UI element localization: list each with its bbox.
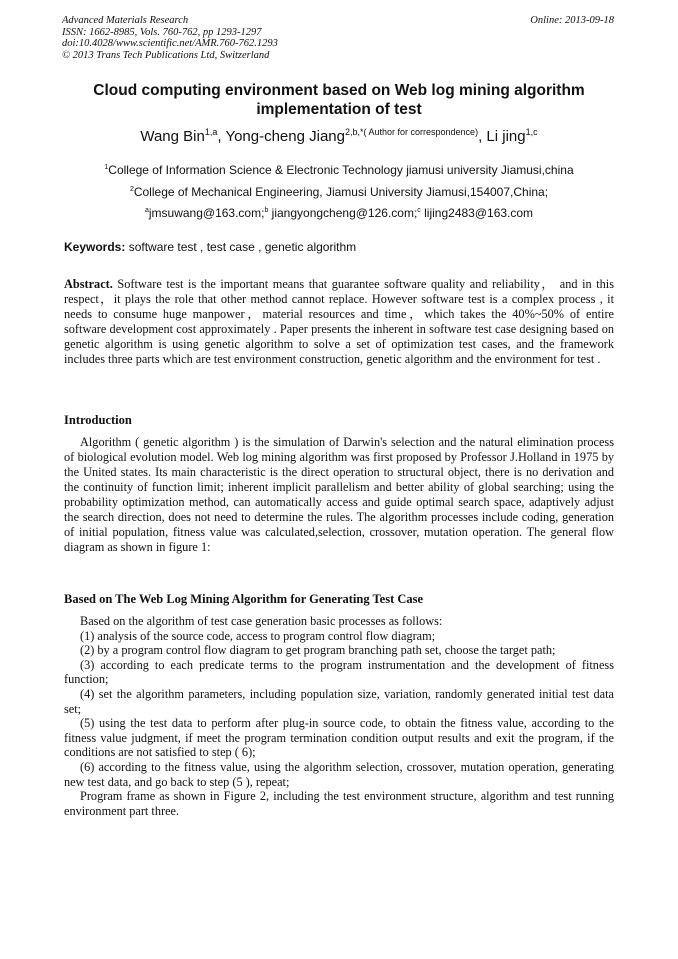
doi-line[interactable]: doi:10.4028/www.scientific.net/AMR.760-762.1293: [62, 38, 278, 49]
author-superscript: 1,c: [525, 127, 538, 137]
journal-name: Advanced Materials Research: [62, 15, 189, 26]
author-separator: ,: [217, 128, 226, 145]
affiliation-text: College of Information Science & Electronic Technology jiamusi university Jiamusi,china: [108, 163, 574, 177]
journal-header: [62, 15, 278, 61]
affiliation-1: [64, 163, 614, 177]
introduction-text: Algorithm ( genetic algorithm ) is the simulation of Darwin's selection and the natural elimination process of biological evolution model. Web log mining algorithm was first proposed by Professor J.Holland in 1975 by the United states. Its main characteristic is the direct operation to structural object, there is no derivation and the continuity of function limit; inherent implicit parallelism and better ability of global searching; using the probability optimization method, can automatically access and guide optimal search space, adaptively adjust the search direction, does not need to determine the rules. The algorithm processes include coding, generation of initial population, fitness value was calculated,selection, crossover, mutation operation. The general flow diagram as shown in figure 1:: [64, 435, 614, 554]
keywords-label: Keywords:: [64, 240, 126, 254]
step-1: (1) analysis of the source code, access to program control flow diagram;: [80, 628, 436, 643]
body-line: Program frame as shown in Figure 2, including the test environment structure, algorithm and test running environment part three.: [64, 789, 614, 818]
online-date: Online: 2013-09-18: [530, 15, 614, 26]
abstract-label: Abstract.: [64, 277, 113, 291]
email-address[interactable]: lijing2483@163.com: [420, 206, 534, 220]
email-address[interactable]: jiangyongcheng@126.com;: [268, 206, 418, 220]
step-2: (2) by a program control flow diagram to get program branching path set, choose the target path;: [80, 643, 556, 658]
affiliation-superscript: 2: [129, 186, 134, 193]
email-address[interactable]: jmsuwang@163.com;: [148, 206, 265, 220]
section2-body: [64, 614, 614, 818]
email-superscript: a: [144, 207, 149, 214]
abstract-text: Software test is the important means that guarantee software quality and reliability， and in this respect，it plays the role that other method cannot replace. However software test is a complex process , it needs to consume huge manpower，material resources and time，which takes the 40%~50% of entire software development cost approximately . Paper presents the inherent in software test case designing based on genetic algorithm is using genetic algorithm to solve a set of optimization test cases, and the framework includes three parts which are test environment construction, genetic algorithm and the environment for test .: [64, 277, 614, 366]
abstract: [64, 277, 614, 367]
affiliation-text: College of Mechanical Engineering, Jiamusi University Jiamusi,154007,China;: [133, 185, 549, 199]
paper-title: Cloud computing environment based on Web log mining algorithm implementation of test: [93, 82, 585, 118]
keywords-text: software test , test case , genetic algorithm: [125, 240, 357, 254]
author-line: [64, 127, 614, 145]
step-3: (3) according to each predicate terms to the program instrumentation and the development of fitness function;: [64, 657, 614, 687]
step-6: (6) according to the fitness value, using the algorithm selection, crossover, mutation operation, generating new test data, and go back to step (5 ), repeat;: [64, 759, 614, 789]
body-line: Based on the algorithm of test case generation basic processes as follows:: [80, 614, 443, 628]
author-superscript: 2,b,*( Author for correspondence): [344, 127, 479, 137]
author-name: Yong-cheng Jiang: [225, 128, 345, 145]
author-name: Li jing: [486, 128, 526, 145]
keywords: [64, 240, 356, 254]
affiliation-2: [64, 185, 614, 199]
author-separator: ,: [478, 128, 487, 145]
copyright-line: © 2013 Trans Tech Publications Ltd, Switzerland: [62, 49, 270, 61]
issn-line: ISSN: 1662-8985, Vols. 760-762, pp 1293-1297: [62, 26, 262, 38]
step-5: (5) using the test data to perform after plug-in source code, to obtain the fitness value, according to the fitness value judgment, if meet the program termination condition output results and exit the program, if the conditions are not satisfied to step ( 6);: [64, 716, 614, 760]
author-superscript: 1,a: [204, 127, 218, 137]
step-4: (4) set the algorithm parameters, including population size, variation, randomly generated initial test data set;: [64, 686, 614, 716]
email-superscript: c: [417, 207, 421, 214]
email-superscript: b: [264, 207, 269, 214]
email-line: [64, 206, 614, 220]
section2-heading: Based on The Web Log Mining Algorithm for Generating Test Case: [64, 592, 424, 606]
introduction-heading: Introduction: [64, 413, 132, 427]
affiliation-superscript: 1: [104, 164, 109, 171]
author-name: Wang Bin: [140, 128, 205, 145]
